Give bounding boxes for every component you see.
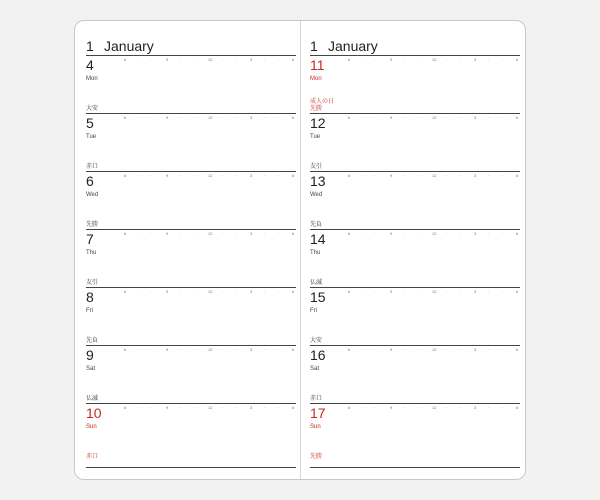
hour-mark: 9 bbox=[390, 289, 393, 294]
hour-mark: · bbox=[404, 115, 406, 120]
hour-mark: · bbox=[236, 405, 238, 410]
hour-mark: · bbox=[180, 405, 182, 410]
hour-mark: · bbox=[236, 57, 238, 62]
hour-mark: 12 bbox=[432, 289, 437, 294]
hour-mark: 9 bbox=[390, 115, 393, 120]
hour-mark: · bbox=[446, 57, 448, 62]
rokuyo-label: 先負 bbox=[86, 338, 99, 344]
right-page bbox=[310, 21, 520, 479]
hour-mark: · bbox=[502, 347, 504, 352]
hour-mark: · bbox=[446, 405, 448, 410]
hour-mark: · bbox=[264, 405, 266, 410]
hour-mark: · bbox=[222, 115, 224, 120]
hour-mark: 12 bbox=[432, 231, 437, 236]
hour-scale bbox=[310, 231, 520, 237]
hour-mark: 6 bbox=[292, 57, 295, 62]
hour-mark: 3 bbox=[250, 231, 253, 236]
rokuyo-label: 友引 bbox=[86, 280, 99, 286]
day-of-week: Tue bbox=[86, 134, 97, 140]
holiday-name: 成人の日 bbox=[310, 99, 335, 105]
hour-mark: · bbox=[194, 289, 196, 294]
hour-scale bbox=[86, 347, 296, 353]
hour-mark: · bbox=[138, 347, 140, 352]
day-of-week: Mon bbox=[310, 76, 322, 82]
hour-mark: 9 bbox=[166, 289, 169, 294]
hour-mark: 3 bbox=[250, 289, 253, 294]
hour-mark: 6 bbox=[124, 173, 127, 178]
hour-mark: · bbox=[488, 57, 490, 62]
day-number: 16 bbox=[310, 347, 326, 363]
hour-mark: 12 bbox=[432, 405, 437, 410]
day-of-week: Fri bbox=[310, 308, 317, 314]
hour-mark: 6 bbox=[348, 231, 351, 236]
day-number: 17 bbox=[310, 405, 326, 421]
hour-mark: 3 bbox=[474, 289, 477, 294]
hour-mark: 3 bbox=[474, 173, 477, 178]
hour-mark: 6 bbox=[124, 231, 127, 236]
rokuyo-label: 先勝 bbox=[86, 222, 99, 228]
weekly-planner bbox=[74, 20, 526, 480]
hour-mark: 3 bbox=[250, 57, 253, 62]
day-number: 12 bbox=[310, 115, 326, 131]
day-row[interactable] bbox=[86, 229, 296, 287]
day-of-week: Mon bbox=[86, 76, 98, 82]
day-divider bbox=[310, 229, 520, 230]
hour-mark: 6 bbox=[124, 115, 127, 120]
hour-mark: 12 bbox=[208, 405, 213, 410]
day-divider bbox=[310, 345, 520, 346]
hour-mark: 12 bbox=[208, 57, 213, 62]
hour-mark: · bbox=[488, 347, 490, 352]
day-number: 7 bbox=[86, 231, 94, 247]
hour-mark: · bbox=[502, 173, 504, 178]
hour-mark: · bbox=[362, 405, 364, 410]
hour-mark: · bbox=[138, 289, 140, 294]
hour-mark: · bbox=[150, 289, 152, 294]
hour-mark: · bbox=[150, 405, 152, 410]
hour-mark: · bbox=[502, 115, 504, 120]
hour-mark: · bbox=[502, 57, 504, 62]
hour-mark: · bbox=[194, 231, 196, 236]
day-divider bbox=[310, 55, 520, 56]
hour-mark: · bbox=[374, 289, 376, 294]
hour-mark: · bbox=[194, 405, 196, 410]
day-of-week: Wed bbox=[86, 192, 99, 198]
hour-mark: · bbox=[404, 289, 406, 294]
hour-scale bbox=[86, 405, 296, 411]
hour-mark: · bbox=[138, 115, 140, 120]
hour-mark: · bbox=[446, 289, 448, 294]
hour-mark: 9 bbox=[166, 115, 169, 120]
hour-mark: 6 bbox=[348, 289, 351, 294]
hour-mark: · bbox=[180, 57, 182, 62]
hour-mark: · bbox=[194, 57, 196, 62]
hour-mark: 3 bbox=[250, 405, 253, 410]
day-number: 10 bbox=[86, 405, 102, 421]
page-bottom-rule bbox=[86, 467, 296, 468]
hour-mark: · bbox=[460, 231, 462, 236]
day-row[interactable] bbox=[310, 345, 520, 403]
hour-mark: 9 bbox=[166, 405, 169, 410]
hour-mark: · bbox=[404, 347, 406, 352]
hour-scale bbox=[310, 57, 520, 63]
day-divider bbox=[310, 171, 520, 172]
day-divider bbox=[86, 345, 296, 346]
hour-mark: 9 bbox=[390, 173, 393, 178]
hour-mark: 9 bbox=[166, 347, 169, 352]
hour-mark: 6 bbox=[292, 173, 295, 178]
hour-mark: · bbox=[236, 173, 238, 178]
hour-scale bbox=[310, 173, 520, 179]
hour-mark: · bbox=[502, 405, 504, 410]
rokuyo-label: 先勝 bbox=[310, 454, 323, 460]
hour-mark: · bbox=[374, 405, 376, 410]
hour-mark: · bbox=[264, 173, 266, 178]
hour-mark: · bbox=[222, 405, 224, 410]
hour-mark: 9 bbox=[166, 57, 169, 62]
hour-mark: 6 bbox=[516, 347, 519, 352]
rokuyo-label: 仏滅 bbox=[86, 396, 99, 402]
left-page bbox=[86, 21, 296, 479]
hour-scale bbox=[86, 57, 296, 63]
day-row[interactable] bbox=[310, 229, 520, 287]
month-number: 1 bbox=[86, 38, 94, 54]
hour-mark: · bbox=[418, 57, 420, 62]
hour-mark: · bbox=[404, 173, 406, 178]
hour-mark: 3 bbox=[474, 347, 477, 352]
hour-mark: · bbox=[502, 231, 504, 236]
day-divider bbox=[310, 113, 520, 114]
hour-mark: · bbox=[362, 231, 364, 236]
hour-mark: · bbox=[362, 57, 364, 62]
rokuyo-label: 赤口 bbox=[86, 164, 99, 170]
day-of-week: Wed bbox=[310, 192, 323, 198]
day-of-week: Fri bbox=[86, 308, 93, 314]
hour-mark: 12 bbox=[432, 347, 437, 352]
hour-mark: 6 bbox=[516, 173, 519, 178]
hour-mark: 3 bbox=[474, 405, 477, 410]
hour-mark: · bbox=[488, 231, 490, 236]
day-divider bbox=[86, 403, 296, 404]
hour-mark: · bbox=[222, 57, 224, 62]
hour-mark: 9 bbox=[390, 347, 393, 352]
hour-mark: 6 bbox=[292, 115, 295, 120]
hour-mark: 6 bbox=[348, 405, 351, 410]
hour-mark: · bbox=[150, 231, 152, 236]
rokuyo-label: 先負 bbox=[310, 222, 323, 228]
hour-mark: · bbox=[194, 173, 196, 178]
day-divider bbox=[86, 55, 296, 56]
month-name: January bbox=[328, 38, 378, 54]
hour-scale bbox=[310, 289, 520, 295]
hour-mark: · bbox=[418, 347, 420, 352]
hour-mark: 6 bbox=[516, 115, 519, 120]
day-row[interactable] bbox=[310, 171, 520, 229]
hour-mark: · bbox=[460, 57, 462, 62]
hour-mark: 12 bbox=[208, 347, 213, 352]
day-row[interactable] bbox=[86, 113, 296, 171]
day-number: 5 bbox=[86, 115, 94, 131]
hour-mark: 6 bbox=[124, 57, 127, 62]
hour-mark: 12 bbox=[432, 57, 437, 62]
hour-mark: · bbox=[374, 231, 376, 236]
hour-mark: 6 bbox=[516, 289, 519, 294]
day-of-week: Sun bbox=[310, 424, 321, 430]
hour-mark: · bbox=[362, 347, 364, 352]
hour-mark: · bbox=[488, 405, 490, 410]
hour-mark: · bbox=[180, 231, 182, 236]
day-number: 14 bbox=[310, 231, 326, 247]
hour-mark: · bbox=[222, 173, 224, 178]
hour-mark: · bbox=[418, 115, 420, 120]
hour-mark: · bbox=[278, 173, 280, 178]
hour-mark: · bbox=[278, 405, 280, 410]
day-number: 4 bbox=[86, 57, 94, 73]
hour-mark: 6 bbox=[348, 347, 351, 352]
hour-mark: 3 bbox=[250, 173, 253, 178]
hour-mark: · bbox=[374, 57, 376, 62]
hour-mark: 9 bbox=[390, 231, 393, 236]
hour-mark: · bbox=[222, 231, 224, 236]
hour-mark: · bbox=[488, 173, 490, 178]
rokuyo-label: 仏滅 bbox=[310, 280, 323, 286]
hour-mark: · bbox=[264, 347, 266, 352]
hour-mark: 3 bbox=[474, 115, 477, 120]
hour-scale bbox=[86, 173, 296, 179]
day-row[interactable] bbox=[310, 403, 520, 461]
hour-mark: 9 bbox=[390, 405, 393, 410]
day-row[interactable] bbox=[310, 113, 520, 171]
page-bottom-rule bbox=[310, 467, 520, 468]
hour-mark: · bbox=[236, 347, 238, 352]
rokuyo-label: 先勝 bbox=[310, 106, 323, 112]
day-number: 11 bbox=[310, 57, 325, 73]
hour-mark: 6 bbox=[516, 405, 519, 410]
hour-mark: 3 bbox=[250, 347, 253, 352]
day-number: 6 bbox=[86, 173, 94, 189]
hour-mark: · bbox=[446, 115, 448, 120]
hour-mark: · bbox=[460, 173, 462, 178]
hour-mark: 12 bbox=[432, 115, 437, 120]
hour-mark: 6 bbox=[124, 289, 127, 294]
hour-mark: 6 bbox=[124, 347, 127, 352]
day-row[interactable] bbox=[86, 171, 296, 229]
day-number: 15 bbox=[310, 289, 326, 305]
hour-mark: · bbox=[264, 57, 266, 62]
day-row[interactable] bbox=[86, 55, 296, 113]
day-divider bbox=[86, 287, 296, 288]
hour-mark: · bbox=[278, 231, 280, 236]
hour-mark: · bbox=[362, 289, 364, 294]
hour-mark: · bbox=[460, 289, 462, 294]
hour-mark: 12 bbox=[208, 173, 213, 178]
hour-mark: · bbox=[404, 231, 406, 236]
day-of-week: Sun bbox=[86, 424, 97, 430]
hour-mark: · bbox=[180, 115, 182, 120]
hour-mark: · bbox=[460, 347, 462, 352]
hour-mark: · bbox=[374, 115, 376, 120]
hour-mark: · bbox=[194, 347, 196, 352]
hour-scale bbox=[310, 347, 520, 353]
hour-scale bbox=[86, 289, 296, 295]
hour-mark: · bbox=[150, 115, 152, 120]
hour-mark: · bbox=[150, 57, 152, 62]
hour-scale bbox=[310, 115, 520, 121]
hour-mark: 6 bbox=[348, 57, 351, 62]
rokuyo-label: 赤口 bbox=[86, 454, 99, 460]
hour-mark: · bbox=[418, 231, 420, 236]
hour-scale bbox=[86, 231, 296, 237]
day-of-week: Sat bbox=[310, 366, 320, 372]
hour-mark: · bbox=[446, 347, 448, 352]
hour-mark: 6 bbox=[292, 347, 295, 352]
hour-mark: · bbox=[264, 231, 266, 236]
hour-mark: · bbox=[150, 173, 152, 178]
hour-mark: · bbox=[374, 347, 376, 352]
hour-scale bbox=[310, 405, 520, 411]
hour-mark: 12 bbox=[208, 231, 213, 236]
rokuyo-label: 大安 bbox=[86, 106, 99, 112]
hour-mark: 3 bbox=[474, 231, 477, 236]
hour-mark: 9 bbox=[166, 231, 169, 236]
hour-mark: · bbox=[460, 405, 462, 410]
hour-mark: 6 bbox=[516, 57, 519, 62]
hour-mark: · bbox=[418, 289, 420, 294]
day-of-week: Thu bbox=[86, 250, 97, 256]
hour-mark: · bbox=[278, 289, 280, 294]
hour-mark: · bbox=[222, 289, 224, 294]
hour-mark: 9 bbox=[390, 57, 393, 62]
hour-mark: 12 bbox=[208, 115, 213, 120]
hour-mark: 9 bbox=[166, 173, 169, 178]
hour-mark: · bbox=[446, 173, 448, 178]
hour-mark: · bbox=[138, 57, 140, 62]
day-number: 13 bbox=[310, 173, 326, 189]
page-header bbox=[86, 38, 296, 56]
hour-mark: · bbox=[222, 347, 224, 352]
page-header bbox=[310, 38, 520, 56]
day-of-week: Thu bbox=[310, 250, 321, 256]
day-of-week: Tue bbox=[310, 134, 321, 140]
day-divider bbox=[310, 403, 520, 404]
hour-mark: · bbox=[180, 347, 182, 352]
hour-mark: · bbox=[150, 347, 152, 352]
day-row[interactable] bbox=[310, 55, 520, 113]
hour-mark: 3 bbox=[250, 115, 253, 120]
hour-mark: · bbox=[460, 115, 462, 120]
day-divider bbox=[86, 113, 296, 114]
hour-mark: · bbox=[488, 289, 490, 294]
hour-mark: · bbox=[180, 289, 182, 294]
hour-mark: · bbox=[180, 173, 182, 178]
day-row[interactable] bbox=[86, 403, 296, 461]
hour-mark: · bbox=[264, 289, 266, 294]
hour-mark: 6 bbox=[292, 405, 295, 410]
day-row[interactable] bbox=[86, 345, 296, 403]
month-name: January bbox=[104, 38, 154, 54]
hour-mark: · bbox=[236, 289, 238, 294]
hour-mark: · bbox=[404, 405, 406, 410]
hour-mark: · bbox=[418, 405, 420, 410]
hour-mark: · bbox=[236, 231, 238, 236]
rokuyo-label: 赤口 bbox=[310, 396, 323, 402]
hour-mark: 6 bbox=[124, 405, 127, 410]
hour-mark: · bbox=[362, 173, 364, 178]
hour-mark: 6 bbox=[516, 231, 519, 236]
hour-mark: · bbox=[138, 231, 140, 236]
hour-mark: · bbox=[446, 231, 448, 236]
hour-mark: · bbox=[362, 115, 364, 120]
hour-mark: 6 bbox=[348, 173, 351, 178]
hour-mark: · bbox=[138, 405, 140, 410]
hour-mark: · bbox=[278, 57, 280, 62]
day-divider bbox=[86, 229, 296, 230]
hour-mark: 12 bbox=[432, 173, 437, 178]
rokuyo-label: 友引 bbox=[310, 164, 323, 170]
hour-mark: · bbox=[278, 347, 280, 352]
hour-mark: 6 bbox=[292, 231, 295, 236]
day-number: 9 bbox=[86, 347, 94, 363]
hour-mark: 12 bbox=[208, 289, 213, 294]
hour-scale bbox=[86, 115, 296, 121]
day-row[interactable] bbox=[310, 287, 520, 345]
hour-mark: · bbox=[404, 57, 406, 62]
rokuyo-label: 大安 bbox=[310, 338, 323, 344]
hour-mark: · bbox=[488, 115, 490, 120]
hour-mark: · bbox=[418, 173, 420, 178]
day-of-week: Sat bbox=[86, 366, 96, 372]
hour-mark: · bbox=[264, 115, 266, 120]
hour-mark: 6 bbox=[292, 289, 295, 294]
day-divider bbox=[86, 171, 296, 172]
planner-spine bbox=[300, 21, 301, 479]
hour-mark: · bbox=[138, 173, 140, 178]
day-row[interactable] bbox=[86, 287, 296, 345]
hour-mark: · bbox=[236, 115, 238, 120]
hour-mark: · bbox=[502, 289, 504, 294]
day-divider bbox=[310, 287, 520, 288]
hour-mark: 3 bbox=[474, 57, 477, 62]
hour-mark: 6 bbox=[348, 115, 351, 120]
hour-mark: · bbox=[374, 173, 376, 178]
month-number: 1 bbox=[310, 38, 318, 54]
hour-mark: · bbox=[194, 115, 196, 120]
hour-mark: · bbox=[278, 115, 280, 120]
day-number: 8 bbox=[86, 289, 94, 305]
